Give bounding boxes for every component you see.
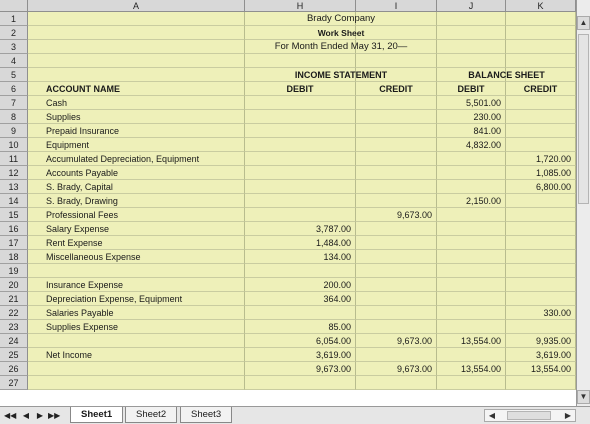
cell-value: 6,800.00	[535, 182, 571, 192]
row-number[interactable]: 19	[0, 264, 28, 278]
scroll-right-icon[interactable]: ▶	[564, 411, 572, 420]
sheet-row	[0, 250, 576, 264]
sheet-row	[0, 292, 576, 306]
row-number[interactable]: 10	[0, 138, 28, 152]
balance-credit-cell[interactable]	[506, 152, 576, 166]
cell-value: 9,673.00	[397, 362, 432, 376]
cell[interactable]	[437, 54, 506, 68]
row-number[interactable]: 27	[0, 376, 28, 390]
period-title: For Month Ended May 31, 20—	[274, 41, 408, 52]
balance-credit-cell[interactable]	[506, 96, 576, 110]
account-name-cell[interactable]: S. Brady, Capital	[28, 180, 245, 194]
balance-debit-cell[interactable]	[437, 306, 506, 320]
sheet-row	[0, 306, 576, 320]
balance-debit-cell[interactable]	[437, 264, 506, 278]
balance-credit-cell[interactable]	[506, 362, 576, 376]
column-header-a[interactable]: A	[28, 0, 245, 12]
sheet-row	[0, 166, 576, 180]
prev-sheet-icon[interactable]: ◀	[22, 411, 30, 420]
first-sheet-icon[interactable]: ◀◀	[4, 411, 17, 420]
sheet-row	[0, 54, 576, 68]
cell[interactable]	[28, 26, 245, 40]
account-name-cell[interactable]: Professional Fees	[28, 208, 245, 222]
row-number[interactable]: 21	[0, 292, 28, 306]
account-name-cell[interactable]: S. Brady, Drawing	[28, 194, 245, 208]
cell[interactable]	[437, 40, 506, 54]
balance-credit-cell[interactable]	[506, 278, 576, 292]
row-number[interactable]: 12	[0, 166, 28, 180]
income-debit-cell[interactable]	[245, 208, 356, 222]
balance-debit-cell[interactable]	[437, 222, 506, 236]
row-number[interactable]: 22	[0, 306, 28, 320]
account-name-cell[interactable]	[28, 362, 245, 376]
income-debit-cell[interactable]	[245, 278, 356, 292]
row-number[interactable]: 15	[0, 208, 28, 222]
balance-credit-cell[interactable]	[506, 264, 576, 278]
cell-value: 3,619.00	[316, 348, 351, 362]
cell-value: 330.00	[543, 308, 571, 318]
account-name-cell[interactable]	[28, 264, 245, 278]
account-name-cell[interactable]: Insurance Expense	[28, 278, 245, 292]
cell[interactable]	[245, 54, 356, 68]
cell-value: 230.00	[473, 112, 501, 122]
cell-value: 3,619.00	[536, 348, 571, 362]
income-debit-header[interactable]: DEBIT	[245, 82, 356, 96]
column-header-row	[0, 0, 576, 12]
horizontal-scrollbar[interactable]	[484, 409, 576, 422]
cell-value: 364.00	[323, 294, 351, 304]
cell[interactable]	[506, 12, 576, 26]
balance-credit-cell[interactable]	[506, 320, 576, 334]
income-debit-cell[interactable]	[245, 292, 356, 306]
balance-debit-cell[interactable]	[437, 208, 506, 222]
cell[interactable]	[506, 40, 576, 54]
column-header-i[interactable]: I	[356, 0, 437, 12]
income-debit-cell[interactable]	[245, 264, 356, 278]
balance-debit-cell[interactable]	[437, 138, 506, 152]
income-debit-cell[interactable]	[245, 348, 356, 362]
account-name-cell[interactable]: Accounts Payable	[28, 166, 245, 180]
income-credit-cell[interactable]	[356, 110, 437, 124]
income-credit-cell[interactable]	[356, 320, 437, 334]
account-name-cell[interactable]: Equipment	[28, 138, 245, 152]
account-name-cell[interactable]: Miscellaneous Expense	[28, 250, 245, 264]
sheet-row	[0, 138, 576, 152]
sheet-row	[0, 96, 576, 110]
cell-value: 85.00	[328, 320, 351, 334]
balance-debit-cell[interactable]	[437, 348, 506, 362]
account-name-cell[interactable]: Supplies	[28, 110, 245, 124]
sheet-row	[0, 152, 576, 166]
cell-value: 9,673.00	[396, 336, 432, 346]
balance-credit-cell[interactable]	[506, 334, 576, 348]
account-name-cell[interactable]: Prepaid Insurance	[28, 124, 245, 138]
sheet-row	[0, 334, 576, 348]
income-credit-cell[interactable]	[356, 376, 437, 390]
scroll-left-icon[interactable]: ◀	[488, 411, 496, 420]
account-name-cell[interactable]	[28, 334, 245, 348]
row-number[interactable]: 17	[0, 236, 28, 250]
balance-credit-cell[interactable]	[506, 376, 576, 390]
income-credit-cell[interactable]	[356, 362, 437, 376]
cell-value: 6,054.00	[315, 336, 351, 346]
income-statement-header: INCOME STATEMENT	[294, 70, 388, 80]
cell[interactable]	[506, 54, 576, 68]
cell-value: 4,832.00	[465, 140, 501, 150]
balance-sheet-header: BALANCE SHEET	[468, 70, 545, 80]
income-credit-cell[interactable]	[356, 334, 437, 348]
balance-debit-cell[interactable]	[437, 362, 506, 376]
balance-debit-cell[interactable]	[437, 124, 506, 138]
cell-value: 1,720.00	[535, 154, 571, 164]
row-number[interactable]: 18	[0, 250, 28, 264]
income-credit-cell[interactable]	[356, 208, 437, 222]
sheet-row	[0, 320, 576, 334]
cell-value: 3,787.00	[315, 224, 351, 234]
income-debit-cell[interactable]	[245, 124, 356, 138]
balance-credit-header[interactable]: CREDIT	[506, 82, 576, 96]
income-debit-cell[interactable]	[245, 306, 356, 320]
income-credit-cell[interactable]	[356, 96, 437, 110]
income-credit-cell[interactable]	[356, 292, 437, 306]
income-credit-cell[interactable]	[356, 180, 437, 194]
cell[interactable]	[28, 12, 245, 26]
balance-credit-cell[interactable]	[506, 292, 576, 306]
vertical-scroll-thumb[interactable]	[578, 34, 589, 204]
cell-value: 13,554.00	[461, 362, 501, 376]
sheet-row	[0, 278, 576, 292]
income-credit-cell[interactable]	[356, 166, 437, 180]
column-header-h[interactable]: H	[245, 0, 356, 12]
cell[interactable]	[28, 68, 245, 82]
cell-value: 9,673.00	[316, 362, 351, 376]
income-debit-cell[interactable]	[245, 222, 356, 236]
column-header-k[interactable]: K	[506, 0, 576, 12]
cell-value: 9,673.00	[396, 210, 432, 220]
cell-value: 13,554.00	[531, 362, 571, 376]
income-debit-cell[interactable]	[245, 110, 356, 124]
balance-debit-cell[interactable]	[437, 250, 506, 264]
balance-credit-cell[interactable]	[506, 250, 576, 264]
income-debit-cell[interactable]	[245, 152, 356, 166]
cell-value: 134.00	[323, 252, 351, 262]
income-credit-cell[interactable]	[356, 236, 437, 250]
row-number[interactable]: 4	[0, 54, 28, 68]
cell[interactable]	[437, 12, 506, 26]
company-title: Brady Company	[306, 13, 376, 24]
balance-debit-header[interactable]: DEBIT	[437, 82, 506, 96]
balance-credit-cell[interactable]	[506, 180, 576, 194]
sheet-row	[0, 376, 576, 390]
balance-credit-cell[interactable]	[506, 236, 576, 250]
sheet-row	[0, 348, 576, 362]
balance-debit-cell[interactable]	[437, 96, 506, 110]
income-credit-cell[interactable]	[356, 278, 437, 292]
balance-debit-cell[interactable]	[437, 278, 506, 292]
tab-sheet2[interactable]: Sheet2	[125, 407, 177, 423]
income-debit-cell[interactable]	[245, 194, 356, 208]
balance-debit-cell[interactable]	[437, 376, 506, 390]
income-debit-cell[interactable]	[245, 250, 356, 264]
income-credit-cell[interactable]	[356, 152, 437, 166]
cell-value: 1,085.00	[535, 168, 571, 178]
balance-credit-cell[interactable]	[506, 306, 576, 320]
account-name-cell[interactable]: Salary Expense	[28, 222, 245, 236]
income-credit-cell[interactable]	[356, 222, 437, 236]
balance-debit-cell[interactable]	[437, 334, 506, 348]
income-debit-cell[interactable]	[245, 166, 356, 180]
row-number[interactable]: 7	[0, 96, 28, 110]
balance-debit-cell[interactable]	[437, 166, 506, 180]
row-number[interactable]: 20	[0, 278, 28, 292]
cell[interactable]	[28, 54, 245, 68]
tab-sheet1[interactable]: Sheet1	[70, 407, 123, 423]
next-sheet-icon[interactable]: ▶	[36, 411, 44, 420]
scroll-down-icon[interactable]: ▼	[577, 390, 590, 404]
select-all-corner[interactable]	[0, 0, 28, 12]
income-debit-cell[interactable]	[245, 334, 356, 348]
balance-debit-cell[interactable]	[437, 320, 506, 334]
row-number[interactable]: 2	[0, 26, 28, 40]
sheet-row	[0, 264, 576, 278]
balance-credit-cell[interactable]	[506, 348, 576, 362]
row-number[interactable]: 14	[0, 194, 28, 208]
row-number[interactable]: 3	[0, 40, 28, 54]
income-credit-cell[interactable]	[356, 306, 437, 320]
balance-credit-cell[interactable]	[506, 124, 576, 138]
sheet-tab-bar	[0, 406, 590, 424]
row-number[interactable]: 6	[0, 82, 28, 96]
income-debit-cell[interactable]	[245, 138, 356, 152]
row-number[interactable]: 26	[0, 362, 28, 376]
row-number[interactable]: 23	[0, 320, 28, 334]
balance-credit-cell[interactable]	[506, 194, 576, 208]
row-number[interactable]: 16	[0, 222, 28, 236]
account-name-cell[interactable]: Salaries Payable	[28, 306, 245, 320]
account-name-cell[interactable]: Accumulated Depreciation, Equipment	[28, 152, 245, 166]
cell[interactable]	[28, 40, 245, 54]
sheet-row	[0, 180, 576, 194]
sheet-row	[0, 194, 576, 208]
income-debit-cell[interactable]	[245, 96, 356, 110]
column-header-j[interactable]: J	[437, 0, 506, 12]
row-number[interactable]: 11	[0, 152, 28, 166]
account-name-cell[interactable]: Supplies Expense	[28, 320, 245, 334]
row-number[interactable]: 1	[0, 12, 28, 26]
balance-debit-cell[interactable]	[437, 152, 506, 166]
income-debit-cell[interactable]	[245, 376, 356, 390]
cell[interactable]	[356, 54, 437, 68]
row-number[interactable]: 25	[0, 348, 28, 362]
income-debit-cell[interactable]	[245, 236, 356, 250]
income-credit-cell[interactable]	[356, 194, 437, 208]
balance-credit-cell[interactable]	[506, 166, 576, 180]
cell[interactable]	[437, 26, 506, 40]
row-number[interactable]: 8	[0, 110, 28, 124]
income-credit-cell[interactable]	[356, 124, 437, 138]
sheet-row	[0, 124, 576, 138]
row-number[interactable]: 5	[0, 68, 28, 82]
sheet-row	[0, 362, 576, 376]
balance-debit-cell[interactable]	[437, 110, 506, 124]
cell-value: 9,935.00	[535, 336, 571, 346]
balance-debit-cell[interactable]	[437, 180, 506, 194]
sheet-row	[0, 222, 576, 236]
account-name-cell[interactable]: Net Income	[28, 348, 245, 362]
cell[interactable]	[506, 26, 576, 40]
sheet-row	[0, 110, 576, 124]
sheet-row	[0, 208, 576, 222]
cell-value: 13,554.00	[460, 336, 501, 346]
account-name-cell[interactable]: Rent Expense	[28, 236, 245, 250]
balance-credit-cell[interactable]	[506, 222, 576, 236]
tab-sheet3[interactable]: Sheet3	[180, 407, 232, 423]
balance-debit-cell[interactable]	[437, 292, 506, 306]
balance-credit-cell[interactable]	[506, 110, 576, 124]
income-credit-cell[interactable]	[356, 348, 437, 362]
account-name-cell[interactable]	[28, 376, 245, 390]
last-sheet-icon[interactable]: ▶▶	[48, 411, 61, 420]
balance-debit-cell[interactable]	[437, 236, 506, 250]
income-credit-header[interactable]: CREDIT	[356, 82, 437, 96]
sheet-row	[0, 82, 576, 96]
cell-value: 5,501.00	[465, 98, 501, 108]
balance-credit-cell[interactable]	[506, 208, 576, 222]
vertical-scrollbar[interactable]	[576, 0, 590, 406]
account-name-cell[interactable]: Depreciation Expense, Equipment	[28, 292, 245, 306]
cell-value: 200.00	[323, 280, 351, 290]
scroll-up-icon[interactable]: ▲	[577, 16, 590, 30]
account-name-header[interactable]: ACCOUNT NAME	[28, 82, 245, 96]
cell-value: 2,150.00	[465, 196, 501, 206]
income-credit-cell[interactable]	[356, 264, 437, 278]
income-credit-cell[interactable]	[356, 138, 437, 152]
cell-value: 841.00	[473, 126, 501, 136]
income-credit-cell[interactable]	[356, 250, 437, 264]
balance-credit-cell[interactable]	[506, 138, 576, 152]
row-number[interactable]: 13	[0, 180, 28, 194]
row-number[interactable]: 9	[0, 124, 28, 138]
horizontal-scroll-thumb[interactable]	[507, 411, 551, 420]
row-number[interactable]: 24	[0, 334, 28, 348]
income-debit-cell[interactable]	[245, 362, 356, 376]
balance-debit-cell[interactable]	[437, 194, 506, 208]
income-debit-cell[interactable]	[245, 320, 356, 334]
account-name-cell[interactable]: Cash	[28, 96, 245, 110]
cell-value: 1,484.00	[315, 238, 351, 248]
income-debit-cell[interactable]	[245, 180, 356, 194]
sheet-row	[0, 236, 576, 250]
worksheet-title: Work Sheet	[317, 28, 365, 38]
